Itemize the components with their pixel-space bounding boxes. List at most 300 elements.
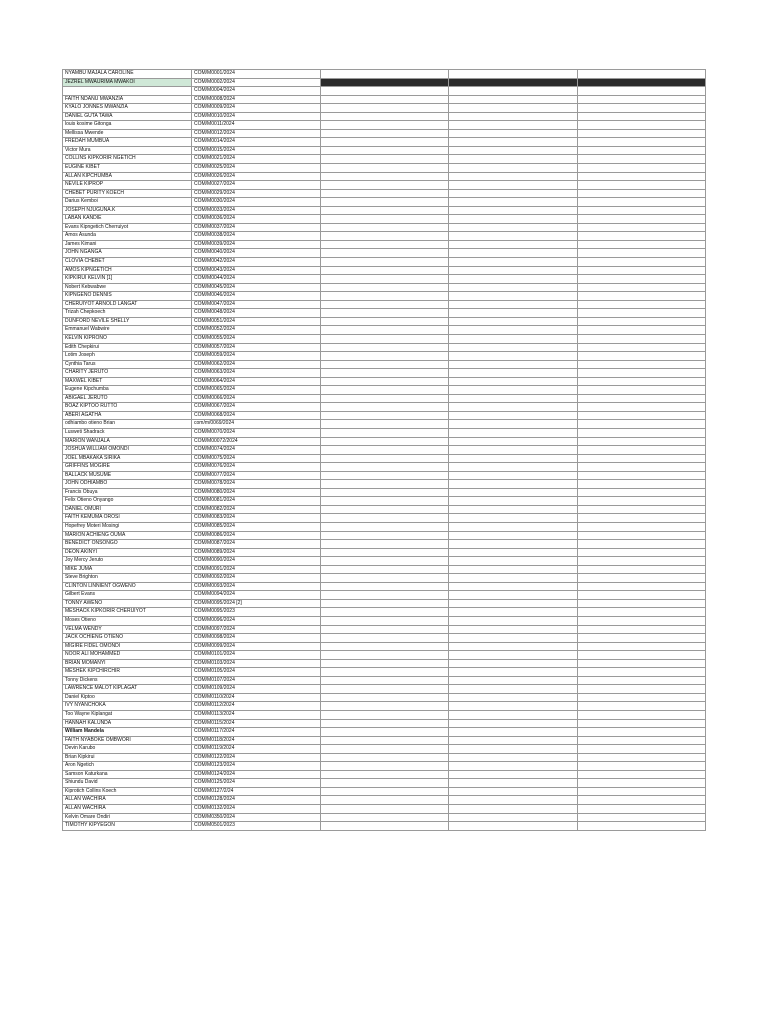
empty-cell[interactable] xyxy=(449,514,578,523)
student-name-cell[interactable]: HANNAH KALUNDA xyxy=(63,719,192,728)
empty-cell[interactable] xyxy=(449,574,578,583)
empty-cell[interactable] xyxy=(578,787,706,796)
empty-cell[interactable] xyxy=(449,548,578,557)
empty-cell[interactable] xyxy=(321,488,449,497)
empty-cell[interactable] xyxy=(578,164,706,173)
student-name-cell[interactable]: FAITH NDANU MWANZIA xyxy=(63,95,192,104)
student-name-cell[interactable]: MIKE JUMA xyxy=(63,565,192,574)
empty-cell[interactable] xyxy=(321,95,449,104)
empty-cell[interactable] xyxy=(321,300,449,309)
student-name-cell[interactable]: louis kosime Gitonga xyxy=(63,121,192,130)
empty-cell[interactable] xyxy=(578,642,706,651)
empty-cell[interactable] xyxy=(449,87,578,96)
registration-number-cell[interactable]: com/m/0069/2024 xyxy=(192,420,321,429)
registration-number-cell[interactable]: COM/M0036/2024 xyxy=(192,215,321,224)
empty-cell[interactable] xyxy=(321,78,449,87)
empty-cell[interactable] xyxy=(449,770,578,779)
empty-cell[interactable] xyxy=(321,403,449,412)
student-name-cell[interactable]: MARION WANJALA xyxy=(63,437,192,446)
empty-cell[interactable] xyxy=(578,582,706,591)
registration-number-cell[interactable]: COM/M0124/2024 xyxy=(192,770,321,779)
registration-number-cell[interactable]: COM/M0065/2024 xyxy=(192,386,321,395)
student-name-cell[interactable]: KELVIN KIPRONO xyxy=(63,334,192,343)
empty-cell[interactable] xyxy=(578,309,706,318)
empty-cell[interactable] xyxy=(449,668,578,677)
empty-cell[interactable] xyxy=(449,129,578,138)
student-name-cell[interactable]: Cynthia Tarus xyxy=(63,360,192,369)
registration-number-cell[interactable]: COM/M0103/2024 xyxy=(192,659,321,668)
empty-cell[interactable] xyxy=(578,522,706,531)
student-name-cell[interactable]: ALLAN WACHIRA xyxy=(63,796,192,805)
empty-cell[interactable] xyxy=(321,608,449,617)
empty-cell[interactable] xyxy=(321,292,449,301)
empty-cell[interactable] xyxy=(449,591,578,600)
empty-cell[interactable] xyxy=(578,805,706,814)
empty-cell[interactable] xyxy=(449,446,578,455)
empty-cell[interactable] xyxy=(449,198,578,207)
student-name-cell[interactable]: KYALO JONNES MWANZIA xyxy=(63,104,192,113)
registration-number-cell[interactable]: COM/M0125/2024 xyxy=(192,779,321,788)
student-name-cell[interactable]: Kiprotich Collins Koech xyxy=(63,787,192,796)
empty-cell[interactable] xyxy=(578,215,706,224)
student-name-cell[interactable]: Felix Otieno Onyango xyxy=(63,497,192,506)
empty-cell[interactable] xyxy=(578,95,706,104)
student-name-cell[interactable]: Trizah Chepkoech xyxy=(63,309,192,318)
empty-cell[interactable] xyxy=(321,745,449,754)
student-name-cell[interactable]: Evans Kipngetich Cherruiyot xyxy=(63,223,192,232)
empty-cell[interactable] xyxy=(578,779,706,788)
registration-number-cell[interactable]: COM/M0077/2024 xyxy=(192,471,321,480)
empty-cell[interactable] xyxy=(321,377,449,386)
student-name-cell[interactable]: KIPKIRUI KELVIN [1] xyxy=(63,275,192,284)
empty-cell[interactable] xyxy=(321,787,449,796)
registration-number-cell[interactable]: COM/M0086/2024 xyxy=(192,531,321,540)
empty-cell[interactable] xyxy=(449,343,578,352)
empty-cell[interactable] xyxy=(578,317,706,326)
student-name-cell[interactable]: DUNFORD NEVILE SHELLY xyxy=(63,317,192,326)
registration-number-cell[interactable]: COM/M0052/2024 xyxy=(192,326,321,335)
empty-cell[interactable] xyxy=(321,326,449,335)
empty-cell[interactable] xyxy=(578,651,706,660)
empty-cell[interactable] xyxy=(578,292,706,301)
empty-cell[interactable] xyxy=(578,702,706,711)
empty-cell[interactable] xyxy=(449,651,578,660)
empty-cell[interactable] xyxy=(449,805,578,814)
empty-cell[interactable] xyxy=(321,642,449,651)
empty-cell[interactable] xyxy=(321,283,449,292)
registration-number-cell[interactable]: COM/M0038/2024 xyxy=(192,232,321,241)
empty-cell[interactable] xyxy=(449,565,578,574)
empty-cell[interactable] xyxy=(321,454,449,463)
empty-cell[interactable] xyxy=(321,574,449,583)
registration-number-cell[interactable]: COM/M0350/2024 xyxy=(192,813,321,822)
empty-cell[interactable] xyxy=(321,463,449,472)
registration-number-cell[interactable]: COM/M0117/2024 xyxy=(192,728,321,737)
empty-cell[interactable] xyxy=(449,428,578,437)
empty-cell[interactable] xyxy=(449,240,578,249)
empty-cell[interactable] xyxy=(321,437,449,446)
empty-cell[interactable] xyxy=(578,343,706,352)
empty-cell[interactable] xyxy=(449,386,578,395)
student-name-cell[interactable]: Daniel Kiptoo xyxy=(63,693,192,702)
empty-cell[interactable] xyxy=(578,428,706,437)
empty-cell[interactable] xyxy=(449,104,578,113)
registration-number-cell[interactable]: COM/M0099/2024 xyxy=(192,642,321,651)
empty-cell[interactable] xyxy=(449,582,578,591)
empty-cell[interactable] xyxy=(449,522,578,531)
empty-cell[interactable] xyxy=(578,403,706,412)
registration-number-cell[interactable]: COM/M0098/2024 xyxy=(192,634,321,643)
student-name-cell[interactable]: IVY NYANCHOKA xyxy=(63,702,192,711)
registration-number-cell[interactable]: COM/M0115/2024 xyxy=(192,719,321,728)
registration-number-cell[interactable]: COM/M0095/2024 [2] xyxy=(192,599,321,608)
registration-number-cell[interactable]: COM/M0127/2/24 xyxy=(192,787,321,796)
student-name-cell[interactable]: Joy Mercy Jeruto xyxy=(63,557,192,566)
registration-number-cell[interactable]: COM/M0021/2024 xyxy=(192,155,321,164)
student-name-cell[interactable]: Shiundu David xyxy=(63,779,192,788)
registration-number-cell[interactable]: COM/M0097/2024 xyxy=(192,625,321,634)
empty-cell[interactable] xyxy=(578,711,706,720)
registration-number-cell[interactable]: COM/M0012/2024 xyxy=(192,129,321,138)
student-name-cell[interactable]: MESHACK KIPKORIR CHERUIYOT xyxy=(63,608,192,617)
empty-cell[interactable] xyxy=(321,805,449,814)
empty-cell[interactable] xyxy=(449,634,578,643)
student-name-cell[interactable]: BALLACK MUSUME xyxy=(63,471,192,480)
registration-number-cell[interactable]: COM/M0029/2024 xyxy=(192,189,321,198)
registration-number-cell[interactable]: COM/M0011/2024 xyxy=(192,121,321,130)
empty-cell[interactable] xyxy=(578,617,706,626)
registration-number-cell[interactable]: COM/M0057/2024 xyxy=(192,343,321,352)
student-name-cell[interactable]: EUGINE KIBET xyxy=(63,164,192,173)
empty-cell[interactable] xyxy=(321,582,449,591)
student-name-cell[interactable]: JACK OCHIENG OTIENO xyxy=(63,634,192,643)
empty-cell[interactable] xyxy=(578,198,706,207)
empty-cell[interactable] xyxy=(578,394,706,403)
student-name-cell[interactable]: JOHN NGANGA xyxy=(63,249,192,258)
registration-number-cell[interactable]: COM/M0014/2024 xyxy=(192,138,321,147)
empty-cell[interactable] xyxy=(449,258,578,267)
empty-cell[interactable] xyxy=(449,728,578,737)
empty-cell[interactable] xyxy=(321,728,449,737)
student-name-cell[interactable]: NOOR ALI MOHAMMED xyxy=(63,651,192,660)
registration-number-cell[interactable]: COM/M0119/2024 xyxy=(192,745,321,754)
registration-number-cell[interactable]: COM/M0501/2023 xyxy=(192,822,321,831)
student-name-cell[interactable]: Lusweti Shadrack xyxy=(63,428,192,437)
empty-cell[interactable] xyxy=(578,565,706,574)
empty-cell[interactable] xyxy=(578,249,706,258)
empty-cell[interactable] xyxy=(449,300,578,309)
empty-cell[interactable] xyxy=(449,745,578,754)
registration-number-cell[interactable]: COM/M0110/2024 xyxy=(192,693,321,702)
empty-cell[interactable] xyxy=(449,292,578,301)
empty-cell[interactable] xyxy=(449,599,578,608)
empty-cell[interactable] xyxy=(321,206,449,215)
empty-cell[interactable] xyxy=(449,215,578,224)
empty-cell[interactable] xyxy=(321,112,449,121)
registration-number-cell[interactable]: COM/M0051/2024 xyxy=(192,317,321,326)
empty-cell[interactable] xyxy=(578,181,706,190)
registration-number-cell[interactable]: COM/M0091/2024 xyxy=(192,565,321,574)
empty-cell[interactable] xyxy=(578,753,706,762)
empty-cell[interactable] xyxy=(578,386,706,395)
empty-cell[interactable] xyxy=(449,762,578,771)
empty-cell[interactable] xyxy=(321,334,449,343)
student-name-cell[interactable]: Gilbert Evans xyxy=(63,591,192,600)
empty-cell[interactable] xyxy=(449,369,578,378)
student-name-cell[interactable]: JOSEPH NJUGUNA.K xyxy=(63,206,192,215)
student-name-cell[interactable]: ALLAN KIPCHUMBA xyxy=(63,172,192,181)
registration-number-cell[interactable]: COM/M0055/2024 xyxy=(192,334,321,343)
registration-number-cell[interactable]: COM/M00072/2024 xyxy=(192,437,321,446)
student-name-cell[interactable]: TONNY AWENO xyxy=(63,599,192,608)
empty-cell[interactable] xyxy=(449,309,578,318)
empty-cell[interactable] xyxy=(449,471,578,480)
registration-number-cell[interactable]: COM/M0118/2024 xyxy=(192,736,321,745)
empty-cell[interactable] xyxy=(449,822,578,831)
empty-cell[interactable] xyxy=(578,745,706,754)
registration-number-cell[interactable]: COM/M0030/2024 xyxy=(192,198,321,207)
registration-number-cell[interactable]: COM/M0087/2024 xyxy=(192,540,321,549)
empty-cell[interactable] xyxy=(321,796,449,805)
empty-cell[interactable] xyxy=(321,617,449,626)
empty-cell[interactable] xyxy=(321,497,449,506)
empty-cell[interactable] xyxy=(449,112,578,121)
registration-number-cell[interactable]: COM/M0026/2024 xyxy=(192,172,321,181)
empty-cell[interactable] xyxy=(578,676,706,685)
registration-number-cell[interactable]: COM/M0082/2024 xyxy=(192,505,321,514)
empty-cell[interactable] xyxy=(578,480,706,489)
empty-cell[interactable] xyxy=(321,411,449,420)
empty-cell[interactable] xyxy=(321,736,449,745)
empty-cell[interactable] xyxy=(578,514,706,523)
student-name-cell[interactable]: Too Wayne Kiplangat xyxy=(63,711,192,720)
empty-cell[interactable] xyxy=(449,779,578,788)
student-name-cell[interactable]: Samson Katurkana xyxy=(63,770,192,779)
registration-number-cell[interactable]: COM/M0008/2024 xyxy=(192,95,321,104)
empty-cell[interactable] xyxy=(321,540,449,549)
empty-cell[interactable] xyxy=(321,223,449,232)
empty-cell[interactable] xyxy=(449,540,578,549)
empty-cell[interactable] xyxy=(578,87,706,96)
student-name-cell[interactable]: MARION ACHIENG OUMA xyxy=(63,531,192,540)
empty-cell[interactable] xyxy=(578,599,706,608)
empty-cell[interactable] xyxy=(449,95,578,104)
empty-cell[interactable] xyxy=(578,146,706,155)
empty-cell[interactable] xyxy=(449,617,578,626)
student-name-cell[interactable]: JEZREL MWAURIMA MWAKOI xyxy=(63,78,192,87)
empty-cell[interactable] xyxy=(321,531,449,540)
empty-cell[interactable] xyxy=(449,736,578,745)
empty-cell[interactable] xyxy=(321,352,449,361)
registration-number-cell[interactable]: COM/M0059/2024 xyxy=(192,352,321,361)
empty-cell[interactable] xyxy=(449,326,578,335)
empty-cell[interactable] xyxy=(578,275,706,284)
empty-cell[interactable] xyxy=(321,625,449,634)
registration-number-cell[interactable]: COM/M0089/2024 xyxy=(192,548,321,557)
empty-cell[interactable] xyxy=(321,317,449,326)
empty-cell[interactable] xyxy=(578,719,706,728)
registration-number-cell[interactable]: COM/M0068/2024 xyxy=(192,411,321,420)
empty-cell[interactable] xyxy=(321,822,449,831)
empty-cell[interactable] xyxy=(449,360,578,369)
empty-cell[interactable] xyxy=(321,702,449,711)
empty-cell[interactable] xyxy=(321,480,449,489)
empty-cell[interactable] xyxy=(449,693,578,702)
empty-cell[interactable] xyxy=(449,317,578,326)
empty-cell[interactable] xyxy=(578,155,706,164)
empty-cell[interactable] xyxy=(321,232,449,241)
student-name-cell[interactable]: CHEBET PURITY KOECH xyxy=(63,189,192,198)
empty-cell[interactable] xyxy=(449,70,578,79)
empty-cell[interactable] xyxy=(578,728,706,737)
student-name-cell[interactable]: CLOVIA CHEBET xyxy=(63,258,192,267)
empty-cell[interactable] xyxy=(321,685,449,694)
empty-cell[interactable] xyxy=(578,232,706,241)
empty-cell[interactable] xyxy=(449,146,578,155)
empty-cell[interactable] xyxy=(321,87,449,96)
registration-number-cell[interactable]: COM/M0040/2024 xyxy=(192,249,321,258)
empty-cell[interactable] xyxy=(578,360,706,369)
empty-cell[interactable] xyxy=(578,300,706,309)
student-name-cell[interactable]: LABAN KANDIE xyxy=(63,215,192,224)
registration-number-cell[interactable]: COM/M0107/2024 xyxy=(192,676,321,685)
empty-cell[interactable] xyxy=(449,411,578,420)
student-name-cell[interactable]: MIGIRE FIDEL OMONDI xyxy=(63,642,192,651)
empty-cell[interactable] xyxy=(578,634,706,643)
empty-cell[interactable] xyxy=(578,463,706,472)
empty-cell[interactable] xyxy=(578,112,706,121)
empty-cell[interactable] xyxy=(449,608,578,617)
student-name-cell[interactable]: JOHN ODHIAMBO xyxy=(63,480,192,489)
empty-cell[interactable] xyxy=(578,369,706,378)
empty-cell[interactable] xyxy=(578,796,706,805)
registration-number-cell[interactable]: COM/M0123/2024 xyxy=(192,762,321,771)
empty-cell[interactable] xyxy=(578,223,706,232)
empty-cell[interactable] xyxy=(578,574,706,583)
registration-number-cell[interactable]: COM/M0004/2024 xyxy=(192,87,321,96)
empty-cell[interactable] xyxy=(449,164,578,173)
empty-cell[interactable] xyxy=(578,266,706,275)
student-name-cell[interactable]: CLINTON LINNIENT OGWENO xyxy=(63,582,192,591)
empty-cell[interactable] xyxy=(449,719,578,728)
registration-number-cell[interactable]: COM/M0094/2024 xyxy=(192,591,321,600)
registration-number-cell[interactable]: COM/M0025/2024 xyxy=(192,164,321,173)
empty-cell[interactable] xyxy=(321,215,449,224)
empty-cell[interactable] xyxy=(321,599,449,608)
student-name-cell[interactable]: JOSHUA WILLIAM OMONDI xyxy=(63,446,192,455)
registration-number-cell[interactable]: COM/M0027/2024 xyxy=(192,181,321,190)
registration-number-cell[interactable]: COM/M0128/2024 xyxy=(192,796,321,805)
empty-cell[interactable] xyxy=(578,531,706,540)
registration-number-cell[interactable]: COM/M0046/2024 xyxy=(192,292,321,301)
empty-cell[interactable] xyxy=(449,352,578,361)
registration-number-cell[interactable]: COM/M0078/2024 xyxy=(192,480,321,489)
empty-cell[interactable] xyxy=(578,685,706,694)
empty-cell[interactable] xyxy=(449,223,578,232)
empty-cell[interactable] xyxy=(321,770,449,779)
student-name-cell[interactable]: William Mandela xyxy=(63,728,192,737)
student-name-cell[interactable]: Moses Otieno xyxy=(63,617,192,626)
student-name-cell[interactable]: Eugene Kipchumba xyxy=(63,386,192,395)
registration-number-cell[interactable]: COM/M0101/2024 xyxy=(192,651,321,660)
student-name-cell[interactable]: ALLAN WACHIRA xyxy=(63,805,192,814)
registration-number-cell[interactable]: COM/M0066/2024 xyxy=(192,394,321,403)
empty-cell[interactable] xyxy=(321,386,449,395)
empty-cell[interactable] xyxy=(321,505,449,514)
student-name-cell[interactable]: BOAZ KIPTOO RUTTO xyxy=(63,403,192,412)
empty-cell[interactable] xyxy=(449,394,578,403)
empty-cell[interactable] xyxy=(578,258,706,267)
registration-number-cell[interactable]: COM/M0045/2024 xyxy=(192,283,321,292)
empty-cell[interactable] xyxy=(578,659,706,668)
empty-cell[interactable] xyxy=(578,129,706,138)
empty-cell[interactable] xyxy=(321,189,449,198)
empty-cell[interactable] xyxy=(321,813,449,822)
empty-cell[interactable] xyxy=(578,608,706,617)
student-name-cell[interactable]: Hopefrey Moteri Mosingi xyxy=(63,522,192,531)
empty-cell[interactable] xyxy=(578,420,706,429)
empty-cell[interactable] xyxy=(578,822,706,831)
student-name-cell[interactable]: NYAMBU MAJALA CAROLINE xyxy=(63,70,192,79)
empty-cell[interactable] xyxy=(578,121,706,130)
empty-cell[interactable] xyxy=(321,471,449,480)
student-name-cell[interactable]: CHERUIYOT ARNOLD LANGAT xyxy=(63,300,192,309)
registration-number-cell[interactable]: COM/M0113/2024 xyxy=(192,711,321,720)
empty-cell[interactable] xyxy=(449,232,578,241)
empty-cell[interactable] xyxy=(321,565,449,574)
empty-cell[interactable] xyxy=(321,198,449,207)
empty-cell[interactable] xyxy=(578,591,706,600)
registration-number-cell[interactable]: COM/M0063/2024 xyxy=(192,369,321,378)
registration-number-cell[interactable]: COM/M0095/2023 xyxy=(192,608,321,617)
empty-cell[interactable] xyxy=(321,693,449,702)
empty-cell[interactable] xyxy=(321,155,449,164)
empty-cell[interactable] xyxy=(449,249,578,258)
registration-number-cell[interactable]: COM/M0112/2024 xyxy=(192,702,321,711)
empty-cell[interactable] xyxy=(321,181,449,190)
empty-cell[interactable] xyxy=(578,505,706,514)
empty-cell[interactable] xyxy=(321,668,449,677)
empty-cell[interactable] xyxy=(449,659,578,668)
empty-cell[interactable] xyxy=(449,488,578,497)
student-name-cell[interactable]: VELMA WENDY xyxy=(63,625,192,634)
registration-number-cell[interactable]: COM/M0093/2024 xyxy=(192,582,321,591)
student-name-cell[interactable]: James Kimani xyxy=(63,240,192,249)
empty-cell[interactable] xyxy=(578,693,706,702)
student-name-cell[interactable] xyxy=(63,87,192,96)
empty-cell[interactable] xyxy=(449,78,578,87)
registration-number-cell[interactable]: COM/M0092/2024 xyxy=(192,574,321,583)
registration-number-cell[interactable]: COM/M0009/2024 xyxy=(192,104,321,113)
registration-number-cell[interactable]: COM/M0076/2024 xyxy=(192,463,321,472)
registration-number-cell[interactable]: COM/M0083/2024 xyxy=(192,514,321,523)
empty-cell[interactable] xyxy=(578,557,706,566)
empty-cell[interactable] xyxy=(578,736,706,745)
registration-number-cell[interactable]: COM/M0080/2024 xyxy=(192,488,321,497)
empty-cell[interactable] xyxy=(321,719,449,728)
empty-cell[interactable] xyxy=(449,753,578,762)
registration-number-cell[interactable]: COM/M0062/2024 xyxy=(192,360,321,369)
empty-cell[interactable] xyxy=(449,505,578,514)
student-name-cell[interactable]: Amos Asunda xyxy=(63,232,192,241)
student-name-cell[interactable]: Steve Brighton xyxy=(63,574,192,583)
student-name-cell[interactable]: Tonny Dickens xyxy=(63,676,192,685)
student-name-cell[interactable]: ABERI AGATHA xyxy=(63,411,192,420)
registration-number-cell[interactable]: COM/M0070/2024 xyxy=(192,428,321,437)
student-name-cell[interactable]: MESHEK KIPCHIRCHIR xyxy=(63,668,192,677)
empty-cell[interactable] xyxy=(321,762,449,771)
student-name-cell[interactable]: AMOS KIPNGETICH xyxy=(63,266,192,275)
